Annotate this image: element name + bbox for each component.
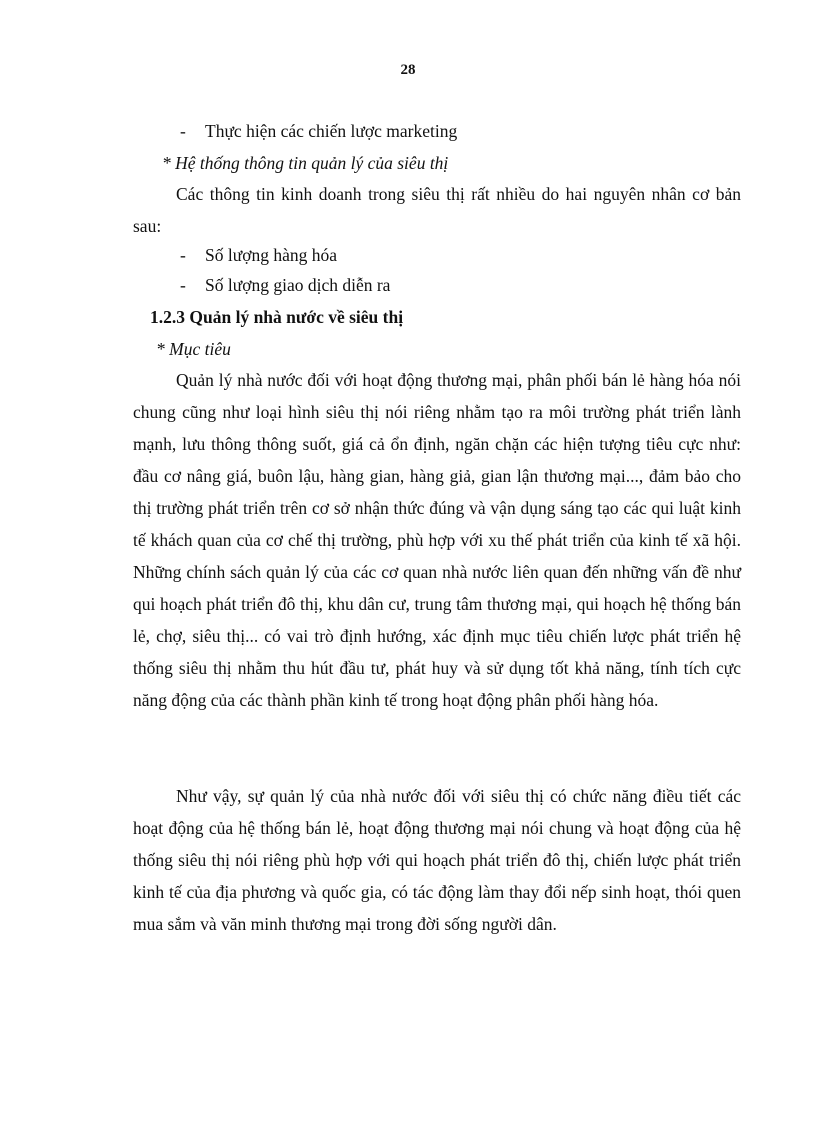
bullet-item-goods [180, 244, 337, 266]
paragraph-state-management: Quản lý nhà nước đối với hoạt động thương mại, phân phối bán lẻ hàng hóa nói chung cũng như loại hình siêu thị nói riêng nhằm tạo ra môi trường phát triển lành mạnh, lưu thông thông suốt, giá cả ổn định, ngăn chặn các hiện tượng tiêu cực như: đầu cơ nâng giá, buôn lậu, hàng gian, hàng giả, gian lận thương mại..., đảm bảo cho thị trường phát triển trên cơ sở nhận thức đúng và vận dụng sáng tạo các qui luật kinh tế khách quan của cơ chế thị trường, phù hợp với xu thế phát triển của kinh tế xã hội. Những chính sách quản lý của các cơ quan nhà nước liên quan đến những vấn đề như qui hoạch phát triển đô thị, khu dân cư, trung tâm thương mại, qui hoạch hệ thống bán lẻ, chợ, siêu thị... có vai trò định hướng, xác định mục tiêu chiến lược phát triển hệ thống siêu thị nhằm thu hút đầu tư, phát huy và sử dụng tốt khả năng, tính tích cực năng động của các thành phần kinh tế trong hoạt động phân phối hàng hóa. [133, 370, 741, 710]
bullet-dash: - [180, 275, 186, 295]
paragraph-info-intro: Các thông tin kinh doanh trong siêu thị rất nhiều do hai nguyên nhân cơ bản sau: [133, 184, 741, 236]
paragraph-conclusion: Như vậy, sự quản lý của nhà nước đối với siêu thị có chức năng điều tiết các hoạt động của hệ thống bán lẻ, hoạt động thương mại nói chung và hoạt động của hệ thống siêu thị nói riêng phù hợp với qui hoạch phát triển đô thị, chiến lược phát triển kinh tế của địa phương và quốc gia, có tác động làm thay đổi nếp sinh hoạt, thói quen mua sắm và văn minh thương mại trong đời sống người dân. [133, 786, 741, 934]
bullet-text: Số lượng hàng hóa [205, 245, 337, 265]
bullet-dash: - [180, 121, 186, 141]
subheading-info-system: * Hệ thống thông tin quản lý của siêu thị [162, 153, 449, 173]
subheading-goal: * Mục tiêu [156, 339, 231, 359]
section-heading: 1.2.3 Quản lý nhà nước về siêu thị [150, 307, 404, 327]
bullet-text: Số lượng giao dịch diễn ra [205, 275, 391, 295]
bullet-item-marketing [180, 120, 457, 142]
bullet-dash: - [180, 245, 186, 265]
page-number: 28 [400, 62, 416, 78]
bullet-text: Thực hiện các chiến lược marketing [205, 121, 458, 141]
bullet-item-transactions [180, 274, 390, 296]
